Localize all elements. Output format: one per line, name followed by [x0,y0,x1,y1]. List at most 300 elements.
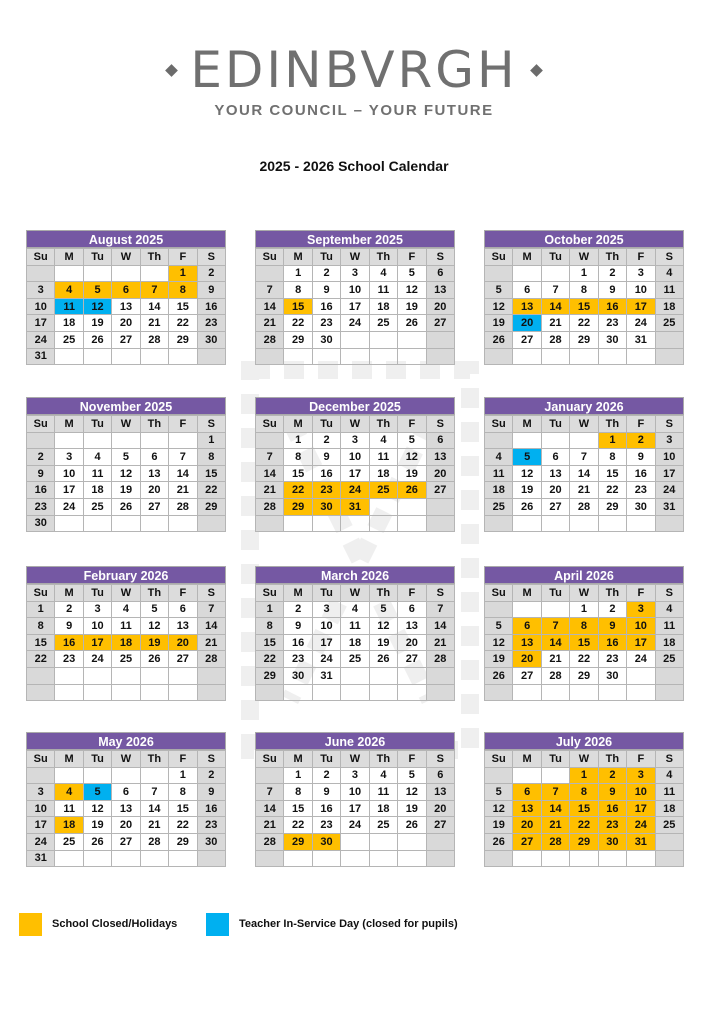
empty-cell [398,667,426,684]
empty-cell [398,850,426,867]
empty-cell [140,265,168,282]
empty-cell [140,767,168,784]
day-cell: 27 [426,315,454,332]
day-cell: 29 [570,667,598,684]
page-title: 2025 - 2026 School Calendar [259,158,449,174]
weekday-header: W [570,751,598,768]
day-cell: 30 [27,515,55,532]
empty-cell [256,850,284,867]
day-cell: 21 [541,315,569,332]
day-cell: 21 [140,315,168,332]
empty-cell [341,331,369,348]
day-cell: 16 [27,482,55,499]
weekday-header: Th [598,416,626,433]
day-cell: 22 [197,482,225,499]
empty-cell [284,684,312,701]
empty-cell [485,850,513,867]
day-cell: 30 [598,667,626,684]
weekday-header: Th [598,249,626,266]
day-cell: 10 [341,784,369,801]
empty-cell [197,515,225,532]
day-cell: 14 [570,465,598,482]
day-cell: 26 [398,482,426,499]
day-cell: 26 [112,498,140,515]
day-cell: 8 [27,618,55,635]
day-cell: 30 [312,331,340,348]
day-cell: 4 [369,767,397,784]
empty-cell [398,498,426,515]
day-cell: 13 [513,298,541,315]
day-cell: 26 [369,651,397,668]
day-cell: 5 [485,618,513,635]
day-cell: 22 [284,817,312,834]
day-cell: 24 [655,482,683,499]
day-cell: 9 [598,282,626,299]
day-cell: 22 [256,651,284,668]
empty-cell [341,667,369,684]
day-cell: 3 [627,601,655,618]
day-cell: 15 [570,634,598,651]
day-cell: 8 [197,449,225,466]
day-cell: 2 [598,601,626,618]
empty-cell [627,515,655,532]
weekday-header: W [341,249,369,266]
empty-cell [541,601,569,618]
day-cell: 3 [627,767,655,784]
day-cell: 5 [398,767,426,784]
day-cell: 31 [312,667,340,684]
day-cell: 25 [55,331,83,348]
day-cell: 19 [398,800,426,817]
day-cell: 11 [83,465,111,482]
day-cell: 10 [627,618,655,635]
empty-cell [169,432,197,449]
weekday-header: Th [369,249,397,266]
day-cell: 23 [312,315,340,332]
day-cell: 5 [83,784,111,801]
empty-cell [83,432,111,449]
day-cell: 11 [55,298,83,315]
weekday-header: Tu [312,751,340,768]
empty-cell [140,432,168,449]
weekday-header: Tu [83,249,111,266]
weekday-header: F [398,416,426,433]
day-cell: 28 [541,667,569,684]
weekday-header: S [655,585,683,602]
empty-cell [541,767,569,784]
day-cell: 17 [83,634,111,651]
day-cell: 23 [627,482,655,499]
empty-cell [256,684,284,701]
day-cell: 10 [83,618,111,635]
empty-cell [83,348,111,365]
empty-cell [655,515,683,532]
day-cell: 25 [655,315,683,332]
day-cell: 2 [312,432,340,449]
day-cell: 12 [83,298,111,315]
day-cell: 16 [197,800,225,817]
day-cell: 12 [513,465,541,482]
day-cell: 25 [655,817,683,834]
day-cell: 9 [312,282,340,299]
empty-cell [541,265,569,282]
day-cell: 28 [426,651,454,668]
empty-cell [169,850,197,867]
weekday-header: W [112,751,140,768]
day-cell: 9 [598,784,626,801]
day-cell: 22 [598,482,626,499]
weekday-header: S [426,416,454,433]
day-cell: 22 [169,817,197,834]
empty-cell [598,684,626,701]
empty-cell [112,667,140,684]
weekday-header: M [284,416,312,433]
day-cell: 24 [55,498,83,515]
empty-cell [55,515,83,532]
day-cell: 21 [256,315,284,332]
day-cell: 1 [256,601,284,618]
weekday-header: Su [485,249,513,266]
weekday-header: Th [140,416,168,433]
empty-cell [426,833,454,850]
day-cell: 12 [369,618,397,635]
day-cell: 4 [655,265,683,282]
month-5 [484,397,684,532]
empty-cell [83,684,111,701]
day-cell: 14 [256,465,284,482]
empty-cell [426,667,454,684]
weekday-header: S [197,249,225,266]
day-cell: 19 [369,634,397,651]
weekday-header: M [55,585,83,602]
empty-cell [83,767,111,784]
day-cell: 15 [169,298,197,315]
day-cell: 5 [513,449,541,466]
month-8 [484,566,684,701]
day-cell: 9 [627,449,655,466]
day-cell: 16 [197,298,225,315]
day-cell: 4 [83,449,111,466]
day-cell: 14 [256,800,284,817]
day-cell: 23 [598,651,626,668]
weekday-header: Th [369,751,397,768]
empty-cell [426,331,454,348]
day-cell: 12 [485,800,513,817]
day-cell: 7 [256,449,284,466]
weekday-header: W [341,585,369,602]
day-cell: 25 [369,482,397,499]
legend-inservice [206,912,458,936]
day-cell: 19 [112,482,140,499]
day-cell: 15 [570,800,598,817]
weekday-header: M [513,249,541,266]
empty-cell [485,684,513,701]
day-cell: 6 [541,449,569,466]
empty-cell [369,498,397,515]
month-title: July 2026 [484,732,684,750]
day-cell: 1 [284,265,312,282]
weekday-header: M [513,416,541,433]
day-cell: 29 [284,833,312,850]
day-cell: 11 [369,282,397,299]
weekday-header: M [284,249,312,266]
day-cell: 12 [398,784,426,801]
day-cell: 20 [513,315,541,332]
day-cell: 13 [140,465,168,482]
day-cell: 20 [112,315,140,332]
empty-cell [655,833,683,850]
empty-cell [169,515,197,532]
day-cell: 25 [369,315,397,332]
day-cell: 19 [398,465,426,482]
day-cell: 31 [627,833,655,850]
weekday-header: S [426,249,454,266]
day-cell: 5 [83,282,111,299]
weekday-header: Su [27,416,55,433]
empty-cell [27,265,55,282]
day-cell: 4 [369,432,397,449]
day-cell: 17 [627,298,655,315]
empty-cell [485,767,513,784]
day-cell: 24 [627,315,655,332]
empty-cell [341,515,369,532]
weekday-header: Su [256,249,284,266]
weekday-header: Th [369,416,397,433]
day-cell: 8 [284,449,312,466]
day-cell: 12 [398,282,426,299]
day-cell: 20 [426,800,454,817]
day-cell: 23 [598,817,626,834]
empty-cell [312,515,340,532]
day-cell: 3 [627,265,655,282]
day-cell: 23 [598,315,626,332]
weekday-header: F [169,249,197,266]
day-cell: 14 [541,634,569,651]
weekday-header: Th [369,585,397,602]
empty-cell [341,833,369,850]
day-cell: 11 [112,618,140,635]
weekday-header: Tu [541,249,569,266]
day-cell: 28 [541,331,569,348]
day-cell: 29 [570,833,598,850]
weekday-header: Su [485,751,513,768]
day-cell: 10 [27,298,55,315]
empty-cell [513,515,541,532]
weekday-header: Tu [541,416,569,433]
inservice-swatch [206,913,229,936]
day-cell: 5 [112,449,140,466]
empty-cell [341,850,369,867]
day-cell: 25 [655,651,683,668]
weekday-header: F [169,751,197,768]
weekday-header: W [112,416,140,433]
empty-cell [312,348,340,365]
empty-cell [426,348,454,365]
empty-cell [541,850,569,867]
empty-cell [55,667,83,684]
day-cell: 23 [312,482,340,499]
empty-cell [140,348,168,365]
day-cell: 10 [27,800,55,817]
day-cell: 21 [426,634,454,651]
day-cell: 30 [598,331,626,348]
day-cell: 9 [312,449,340,466]
day-cell: 11 [655,618,683,635]
month-10 [255,732,455,867]
day-cell: 24 [341,315,369,332]
council-logo [0,40,708,119]
month-title: March 2026 [255,566,455,584]
weekday-header: Su [485,585,513,602]
day-cell: 27 [513,331,541,348]
empty-cell [369,684,397,701]
empty-cell [541,348,569,365]
empty-cell [140,515,168,532]
day-cell: 1 [598,432,626,449]
weekday-header: Su [256,416,284,433]
empty-cell [112,684,140,701]
empty-cell [55,684,83,701]
weekday-header: F [627,249,655,266]
empty-cell [398,684,426,701]
empty-cell [485,601,513,618]
weekday-header: Th [140,249,168,266]
day-cell: 2 [197,265,225,282]
day-cell: 10 [627,282,655,299]
day-cell: 11 [655,282,683,299]
empty-cell [83,515,111,532]
day-cell: 4 [655,767,683,784]
month-table [255,415,455,532]
day-cell: 29 [598,498,626,515]
day-cell: 2 [27,449,55,466]
day-cell: 14 [541,298,569,315]
weekday-header: W [341,751,369,768]
month-title: November 2025 [26,397,226,415]
day-cell: 27 [169,651,197,668]
day-cell: 21 [541,817,569,834]
day-cell: 16 [598,800,626,817]
empty-cell [398,348,426,365]
weekday-header: W [570,416,598,433]
empty-cell [312,684,340,701]
day-cell: 5 [398,265,426,282]
empty-cell [398,833,426,850]
day-cell: 2 [312,265,340,282]
day-cell: 17 [655,465,683,482]
weekday-header: Su [27,585,55,602]
day-cell: 7 [169,449,197,466]
day-cell: 1 [169,767,197,784]
day-cell: 3 [312,601,340,618]
day-cell: 6 [112,282,140,299]
day-cell: 3 [341,432,369,449]
day-cell: 16 [598,298,626,315]
empty-cell [83,850,111,867]
day-cell: 11 [369,449,397,466]
month-title: August 2025 [26,230,226,248]
day-cell: 21 [570,482,598,499]
day-cell: 26 [485,833,513,850]
empty-cell [256,767,284,784]
empty-cell [369,667,397,684]
weekday-header: Su [27,249,55,266]
day-cell: 29 [197,498,225,515]
holiday-legend-label: School Closed/Holidays [52,918,178,930]
day-cell: 6 [513,784,541,801]
day-cell: 4 [55,784,83,801]
holiday-swatch [19,913,42,936]
weekday-header: S [197,585,225,602]
day-cell: 17 [341,298,369,315]
day-cell: 10 [627,784,655,801]
weekday-header: Th [140,585,168,602]
weekday-header: Tu [83,416,111,433]
day-cell: 5 [369,601,397,618]
day-cell: 17 [27,315,55,332]
month-table [484,750,684,867]
day-cell: 1 [570,601,598,618]
empty-cell [485,265,513,282]
day-cell: 18 [369,298,397,315]
empty-cell [570,348,598,365]
weekday-header: S [655,416,683,433]
weekday-header: Tu [83,751,111,768]
empty-cell [112,432,140,449]
day-cell: 22 [27,651,55,668]
day-cell: 18 [485,482,513,499]
day-cell: 12 [140,618,168,635]
day-cell: 4 [369,265,397,282]
empty-cell [55,348,83,365]
day-cell: 4 [55,282,83,299]
day-cell: 18 [655,298,683,315]
day-cell: 18 [369,465,397,482]
inservice-legend-label: Teacher In-Service Day (closed for pupils) [239,918,458,930]
day-cell: 8 [570,618,598,635]
day-cell: 2 [627,432,655,449]
day-cell: 2 [284,601,312,618]
day-cell: 19 [513,482,541,499]
month-table [255,248,455,365]
day-cell: 22 [284,315,312,332]
day-cell: 1 [570,767,598,784]
empty-cell [312,850,340,867]
weekday-header: Su [256,751,284,768]
day-cell: 14 [541,800,569,817]
day-cell: 18 [112,634,140,651]
empty-cell [570,850,598,867]
month-table [26,584,226,701]
day-cell: 16 [598,634,626,651]
weekday-header: M [284,751,312,768]
day-cell: 26 [485,331,513,348]
weekday-header: M [513,751,541,768]
day-cell: 21 [197,634,225,651]
weekday-header: F [169,585,197,602]
day-cell: 25 [55,833,83,850]
day-cell: 10 [341,282,369,299]
day-cell: 18 [55,817,83,834]
weekday-header: Tu [312,416,340,433]
empty-cell [655,331,683,348]
weekday-header: M [55,751,83,768]
day-cell: 12 [398,449,426,466]
day-cell: 10 [55,465,83,482]
day-cell: 7 [541,618,569,635]
day-cell: 13 [513,634,541,651]
empty-cell [83,667,111,684]
